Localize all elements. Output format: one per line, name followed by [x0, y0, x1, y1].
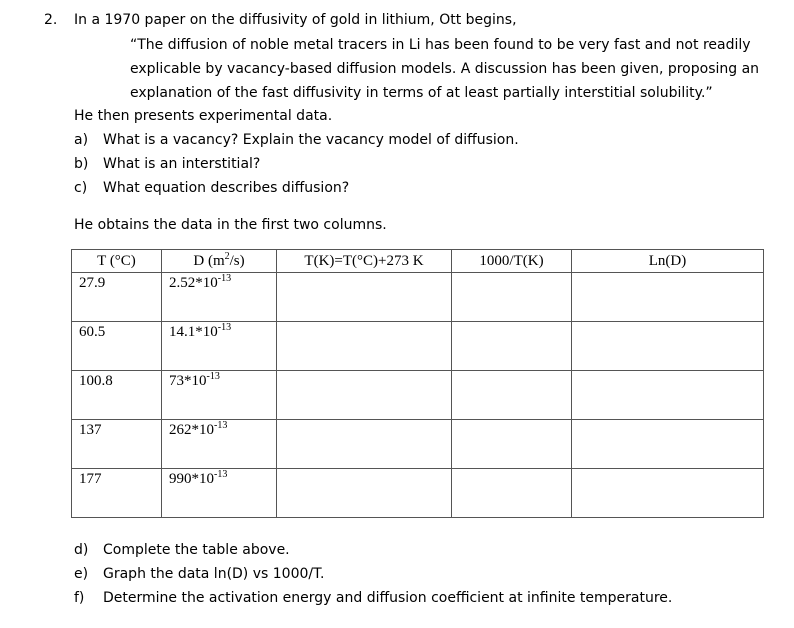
cell-diffusivity — [162, 273, 277, 322]
question-e-label: e) — [74, 566, 89, 582]
cell-ln-d[interactable] — [572, 371, 764, 420]
d-exponent: -13 — [214, 469, 228, 480]
cell-ln-d[interactable] — [572, 469, 764, 518]
header-d-base: D (m — [193, 253, 225, 269]
cell-diffusivity — [162, 420, 277, 469]
header-temp-k: T(K)=T(°C)+273 K — [277, 250, 452, 273]
quote-line-1: “The diffusion of noble metal tracers in Li has been found to be very fast and not readily — [130, 37, 751, 53]
cell-inverse-t[interactable] — [452, 322, 572, 371]
d-mantissa: 14.1*10 — [169, 324, 218, 340]
cell-temp-k[interactable] — [277, 469, 452, 518]
header-diffusivity — [162, 250, 277, 273]
d-mantissa: 2.52*10 — [169, 275, 218, 291]
d-mantissa: 262*10 — [169, 422, 214, 438]
cell-inverse-t[interactable] — [452, 273, 572, 322]
table-row — [72, 371, 764, 420]
question-a-label: a) — [74, 132, 89, 148]
cell-inverse-t[interactable] — [452, 371, 572, 420]
question-b-text: What is an interstitial? — [103, 156, 261, 172]
table-header-row — [72, 250, 764, 273]
diffusivity-table — [71, 249, 764, 518]
cell-temp-c: 177 — [72, 469, 162, 518]
data-intro: He then presents experimental data. — [74, 108, 333, 124]
header-ln-d: Ln(D) — [572, 250, 764, 273]
table-row — [72, 322, 764, 371]
cell-temp-c: 60.5 — [72, 322, 162, 371]
table-row — [72, 273, 764, 322]
quote-line-2: explicable by vacancy-based diffusion models. A discussion has been given, proposing an — [130, 61, 760, 77]
problem-intro: In a 1970 paper on the diffusivity of gold in lithium, Ott begins, — [74, 12, 517, 28]
question-c-text: What equation describes diffusion? — [103, 180, 350, 196]
cell-temp-k[interactable] — [277, 420, 452, 469]
cell-ln-d[interactable] — [572, 273, 764, 322]
question-d-text: Complete the table above. — [103, 542, 290, 558]
cell-diffusivity — [162, 469, 277, 518]
question-a-text: What is a vacancy? Explain the vacancy model of diffusion. — [103, 132, 519, 148]
header-inverse-t: 1000/T(K) — [452, 250, 572, 273]
question-b-label: b) — [74, 156, 89, 172]
quote-line-3: explanation of the fast diffusivity in terms of at least partially interstitial solubility.” — [130, 85, 713, 101]
cell-temp-c: 27.9 — [72, 273, 162, 322]
cell-diffusivity — [162, 322, 277, 371]
d-exponent: -13 — [217, 273, 232, 284]
cell-diffusivity — [162, 371, 277, 420]
problem-number: 2. — [44, 12, 58, 28]
cell-temp-k[interactable] — [277, 273, 452, 322]
question-f-label: f) — [74, 590, 85, 606]
cell-temp-c: 137 — [72, 420, 162, 469]
header-temp-c: T (°C) — [72, 250, 162, 273]
cell-temp-k[interactable] — [277, 371, 452, 420]
cell-inverse-t[interactable] — [452, 420, 572, 469]
question-f-text: Determine the activation energy and diffusion coefficient at infinite temperature. — [103, 590, 673, 606]
cell-temp-k[interactable] — [277, 322, 452, 371]
question-e-text: Graph the data ln(D) vs 1000/T. — [103, 566, 325, 582]
cell-ln-d[interactable] — [572, 322, 764, 371]
cell-temp-c: 100.8 — [72, 371, 162, 420]
d-exponent: -13 — [217, 322, 232, 333]
d-mantissa: 73*10 — [169, 373, 207, 389]
table-row — [72, 469, 764, 518]
question-c-label: c) — [74, 180, 88, 196]
question-d-label: d) — [74, 542, 89, 558]
d-mantissa: 990*10 — [169, 471, 214, 487]
header-d-exp: 2 — [224, 251, 230, 262]
table-row — [72, 420, 764, 469]
d-exponent: -13 — [206, 371, 220, 382]
cell-ln-d[interactable] — [572, 420, 764, 469]
obtains-text: He obtains the data in the first two columns. — [74, 217, 387, 233]
d-exponent: -13 — [214, 420, 228, 431]
cell-inverse-t[interactable] — [452, 469, 572, 518]
header-d-tail: /s) — [229, 253, 245, 269]
